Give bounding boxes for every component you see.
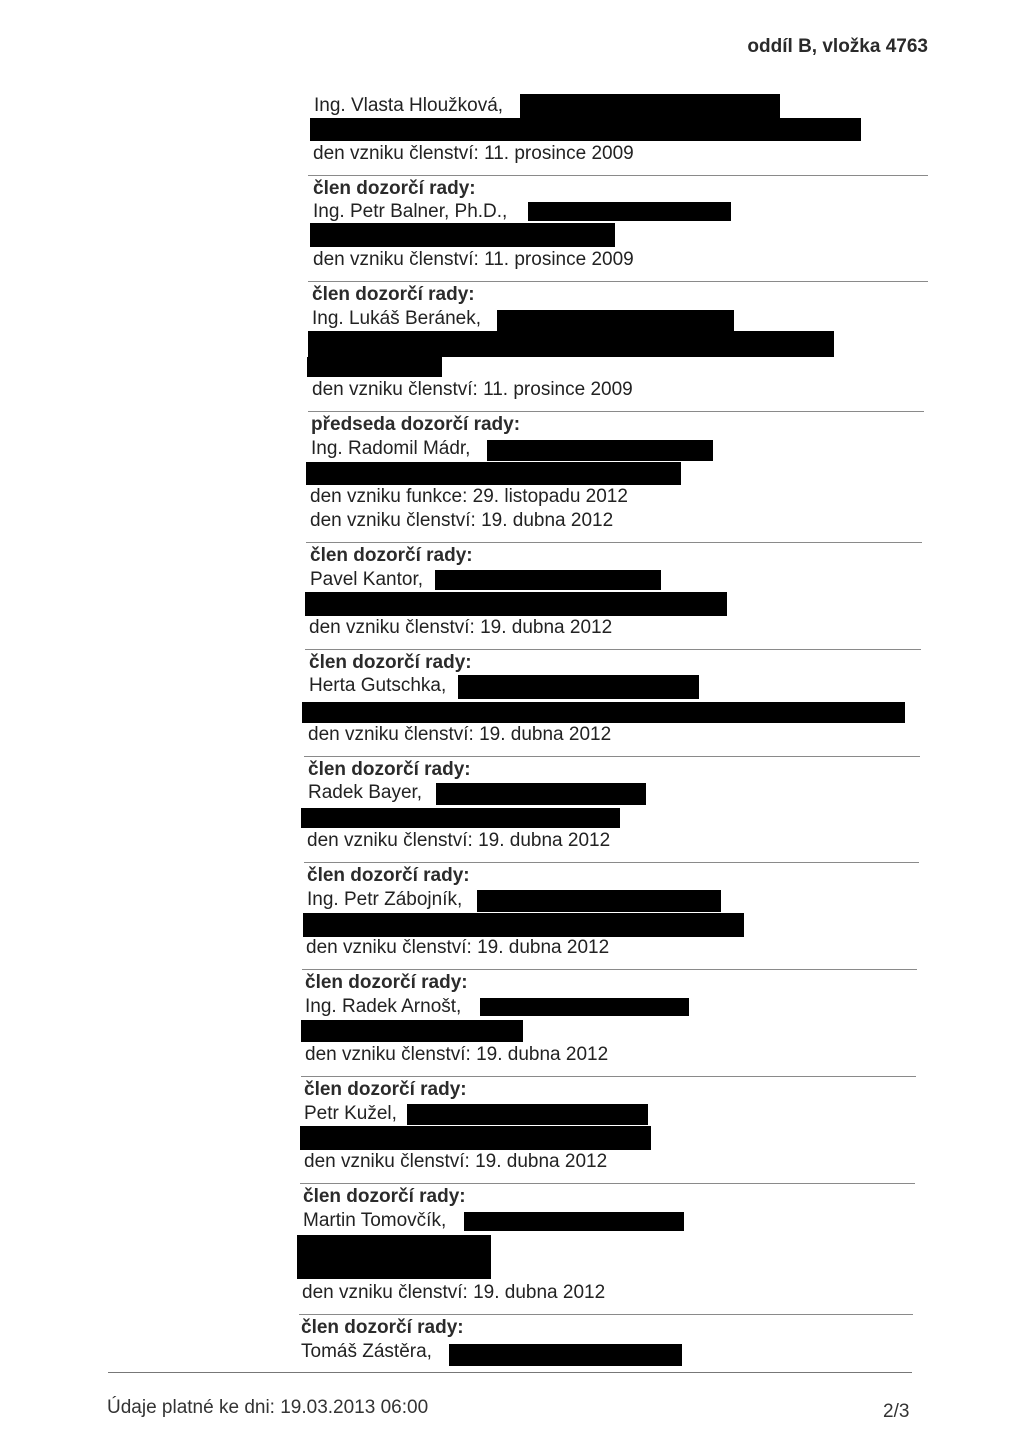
redaction-box [487, 440, 713, 461]
role-label: člen dozorčí rady: [303, 1186, 466, 1207]
member-name: Martin Tomovčík, [303, 1210, 447, 1231]
redaction-box [435, 570, 661, 590]
member-name: Herta Gutschka, [309, 675, 447, 696]
divider [306, 542, 922, 543]
role-label: předseda dozorčí rady: [311, 414, 521, 435]
role-label: člen dozorčí rady: [308, 759, 471, 780]
member-name: Ing. Vlasta Hloužková, [314, 95, 504, 116]
member-name: Ing. Petr Zábojník, [307, 889, 463, 910]
redaction-box [528, 202, 731, 221]
redaction-box [464, 1212, 684, 1231]
membership-date: den vzniku členství: 11. prosince 2009 [313, 143, 634, 164]
role-label: člen dozorčí rady: [307, 865, 470, 886]
redaction-box [301, 808, 620, 828]
divider [299, 1314, 913, 1315]
redaction-box [305, 592, 727, 616]
redaction-box [310, 118, 861, 141]
divider [308, 411, 924, 412]
redaction-box [300, 1126, 651, 1150]
role-label: člen dozorčí rady: [304, 1079, 467, 1100]
redaction-box [306, 462, 681, 485]
redaction-box [449, 1344, 682, 1366]
divider [302, 969, 917, 970]
member-name: Ing. Lukáš Beránek, [312, 308, 481, 329]
membership-date: den vzniku členství: 11. prosince 2009 [313, 249, 634, 270]
redaction-box [407, 1104, 648, 1125]
redaction-box [436, 783, 646, 805]
redaction-box [303, 913, 744, 937]
divider [301, 1076, 916, 1077]
membership-date: den vzniku členství: 11. prosince 2009 [312, 379, 633, 400]
divider [305, 649, 921, 650]
function-date: den vzniku funkce: 29. listopadu 2012 [310, 486, 628, 507]
member-name: Radek Bayer, [308, 782, 423, 803]
membership-date: den vzniku členství: 19. dubna 2012 [309, 617, 613, 638]
redaction-box [301, 1020, 523, 1042]
footer-divider [108, 1372, 912, 1373]
role-label: člen dozorčí rady: [301, 1317, 464, 1338]
membership-date: den vzniku členství: 19. dubna 2012 [310, 510, 614, 531]
role-label: člen dozorčí rady: [312, 284, 475, 305]
membership-date: den vzniku členství: 19. dubna 2012 [308, 724, 612, 745]
redaction-box [307, 357, 442, 377]
redaction-box [477, 890, 721, 912]
redaction-box [297, 1235, 491, 1279]
member-name: Ing. Radek Arnošt, [305, 996, 462, 1017]
role-label: člen dozorčí rady: [309, 652, 472, 673]
role-label: člen dozorčí rady: [313, 178, 476, 199]
divider [308, 281, 928, 282]
member-name: Petr Kužel, [304, 1103, 397, 1124]
divider [304, 756, 920, 757]
redaction-box [308, 331, 834, 357]
role-label: člen dozorčí rady: [305, 972, 468, 993]
divider [308, 175, 928, 176]
membership-date: den vzniku členství: 19. dubna 2012 [306, 937, 610, 958]
membership-date: den vzniku členství: 19. dubna 2012 [307, 830, 611, 851]
membership-date: den vzniku členství: 19. dubna 2012 [304, 1151, 608, 1172]
redaction-box [302, 702, 905, 723]
page-number: 2/3 [883, 1401, 910, 1422]
divider [300, 1183, 915, 1184]
redaction-box [480, 998, 689, 1016]
membership-date: den vzniku členství: 19. dubna 2012 [305, 1044, 609, 1065]
member-name: Ing. Petr Balner, Ph.D., [313, 201, 508, 222]
membership-date: den vzniku členství: 19. dubna 2012 [302, 1282, 606, 1303]
redaction-box [520, 94, 780, 118]
redaction-box [310, 223, 615, 247]
redaction-box [497, 310, 734, 331]
member-name: Ing. Radomil Mádr, [311, 438, 471, 459]
section-reference: oddíl B, vložka 4763 [747, 36, 928, 57]
redaction-box [458, 675, 699, 699]
member-name: Pavel Kantor, [310, 569, 424, 590]
validity-date: Údaje platné ke dni: 19.03.2013 06:00 [107, 1397, 429, 1418]
member-name: Tomáš Zástěra, [301, 1341, 432, 1362]
divider [304, 862, 919, 863]
role-label: člen dozorčí rady: [310, 545, 473, 566]
